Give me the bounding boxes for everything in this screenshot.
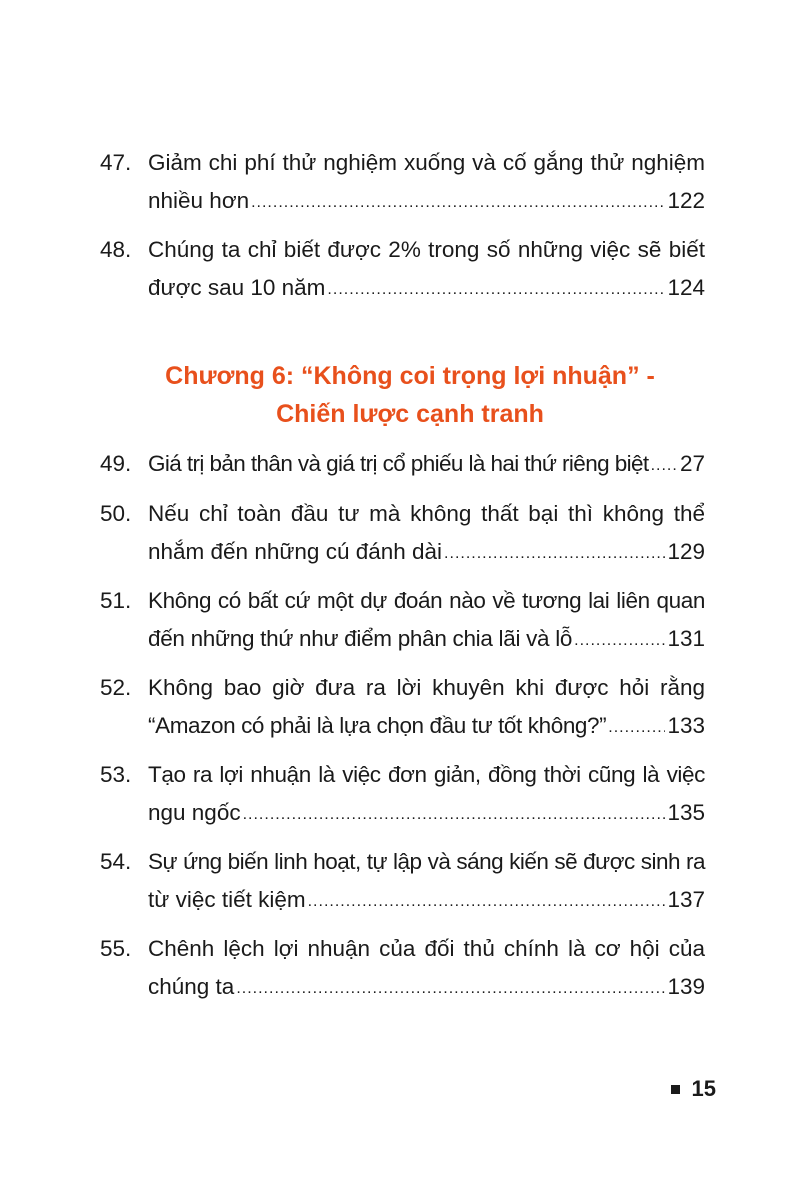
toc-entry-page: 133	[667, 713, 705, 738]
toc-entry-49	[100, 445, 705, 486]
toc-entry-55	[100, 930, 705, 1009]
toc-entry-title-line1: Chênh lệch lợi nhuận của đối thủ chính là cơ hội của	[148, 936, 705, 961]
dot-leader	[444, 535, 665, 573]
dot-leader	[243, 796, 666, 834]
dot-leader	[651, 447, 678, 485]
chapter-heading	[100, 357, 720, 433]
toc-entry-page: 124	[667, 275, 705, 300]
toc-entry-number: 51.	[100, 588, 132, 613]
toc-entry-title-line2: đến những thứ như điểm phân chia lãi và lỗ	[148, 626, 573, 651]
toc-entry-title-line1: Không có bất cứ một dự đoán nào về tương lai liên quan	[148, 588, 705, 613]
dot-leader	[574, 622, 665, 660]
toc-list-bottom	[100, 495, 705, 1009]
toc-entry-title-line2: ngu ngốc	[148, 800, 241, 825]
toc-entry-page: 139	[667, 974, 705, 999]
toc-entry-page: 27	[679, 451, 705, 476]
dot-leader	[327, 271, 665, 309]
toc-entry-page: 122	[667, 188, 705, 213]
square-bullet-icon	[671, 1085, 680, 1094]
toc-entry-48	[100, 231, 705, 310]
toc-entry-page: 129	[667, 539, 705, 564]
toc-list-49	[100, 445, 705, 486]
toc-entry-number: 55.	[100, 936, 132, 961]
toc-entry-title-line2: chúng ta	[148, 974, 235, 999]
page-number	[671, 1076, 716, 1102]
toc-entry-number: 52.	[100, 675, 132, 700]
toc-entry-number: 49.	[100, 451, 132, 476]
dot-leader	[308, 883, 666, 921]
toc-entry-title-line1: Chúng ta chỉ biết được 2% trong số những việc sẽ biết	[148, 237, 705, 262]
toc-entry-47	[100, 144, 705, 223]
toc-entry-51	[100, 582, 705, 661]
toc-entry-title-line1: Nếu chỉ toàn đầu tư mà không thất bại thì không thể	[148, 501, 705, 526]
toc-entry-title-line1: Không bao giờ đưa ra lời khuyên khi được hỏi rằng	[148, 675, 705, 700]
toc-entry-50	[100, 495, 705, 574]
toc-entry-title-line1: Sự ứng biến linh hoạt, tự lập và sáng kiến sẽ được sinh ra	[148, 849, 705, 874]
chapter-heading-line2: Chiến lược cạnh tranh	[276, 400, 544, 428]
page-number-value: 15	[691, 1076, 716, 1101]
toc-entry-number: 47.	[100, 150, 132, 175]
toc-entry-page: 137	[667, 887, 705, 912]
toc-entry-title-line2: nhắm đến những cú đánh dài	[148, 539, 443, 564]
toc-entry-number: 53.	[100, 762, 132, 787]
toc-entry-page: 135	[667, 800, 705, 825]
dot-leader	[608, 709, 665, 747]
toc-entry-title-line2: nhiều hơn	[148, 188, 250, 213]
toc-entry-number: 50.	[100, 501, 132, 526]
toc-entry-52	[100, 669, 705, 748]
toc-entry-number: 48.	[100, 237, 132, 262]
dot-leader	[251, 184, 665, 222]
dot-leader	[236, 970, 665, 1008]
toc-entry-54	[100, 843, 705, 922]
toc-entry-title-line1: Giảm chi phí thử nghiệm xuống và cố gắng thử nghiệm	[148, 150, 705, 175]
toc-entry-number: 54.	[100, 849, 132, 874]
chapter-heading-line1: Chương 6: “Không coi trọng lợi nhuận” -	[165, 362, 655, 390]
toc-entry-title-line2: được sau 10 năm	[148, 275, 326, 300]
toc-entry-title-line1: Tạo ra lợi nhuận là việc đơn giản, đồng thời cũng là việc	[148, 762, 705, 787]
toc-entry-title: Giá trị bản thân và giá trị cổ phiếu là hai thứ riêng biệt	[148, 451, 649, 476]
toc-list-top	[100, 144, 705, 310]
toc-entry-53	[100, 756, 705, 835]
toc-entry-page: 131	[667, 626, 705, 651]
toc-entry-title-line2: “Amazon có phải là lựa chọn đầu tư tốt không?”	[148, 713, 607, 738]
toc-entry-title-line2: từ việc tiết kiệm	[148, 887, 306, 912]
